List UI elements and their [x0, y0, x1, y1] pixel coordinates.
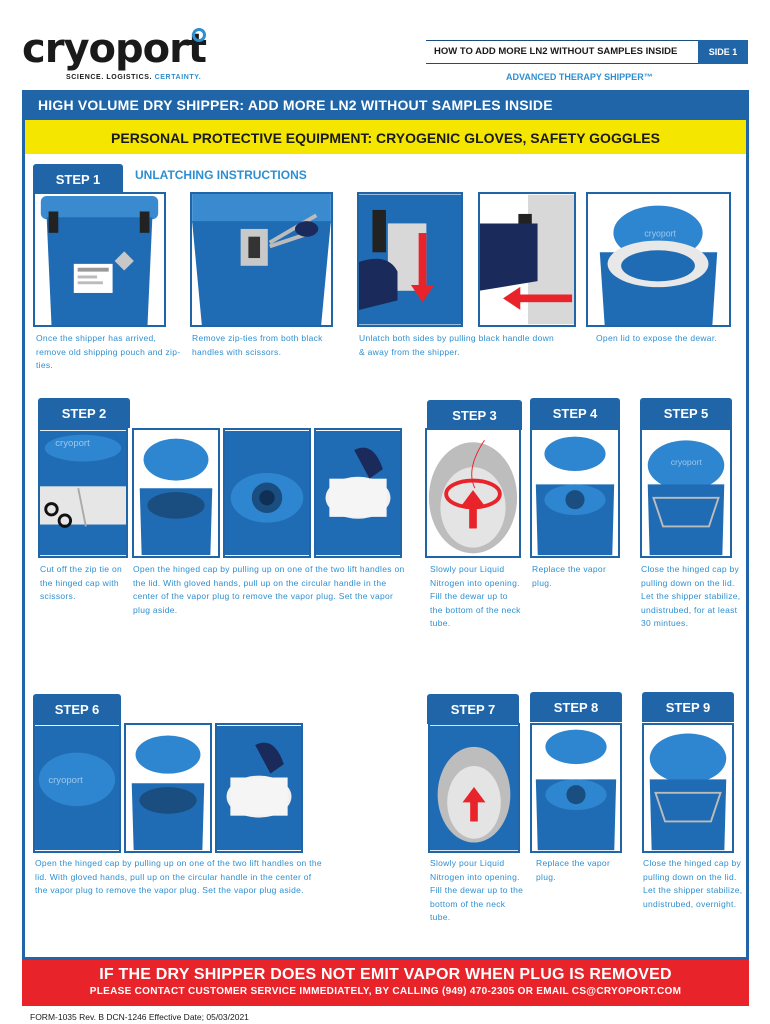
alert-contact: PLEASE CONTACT CUSTOMER SERVICE IMMEDIATELY, BY CALLING (949) 470-2305 OR EMAIL CS@CRYOPORT.COM — [89, 986, 682, 997]
step-1-photo-unlatch-away — [478, 192, 576, 327]
step-2-tab: STEP 2 — [38, 398, 130, 428]
logo-wordmark: cryoport — [22, 26, 206, 72]
step-2-photo-pull-plug — [223, 428, 311, 558]
step-5-tab: STEP 5 — [640, 398, 732, 428]
step-9-caption: Close the hinged cap by pulling down on the lid. Let the shipper stabilize, undistrubed, overnight. — [643, 858, 743, 909]
step-2-photo-cut-tie — [38, 428, 128, 558]
vapor-alert-banner — [22, 960, 749, 1006]
step-8-tab: STEP 8 — [530, 692, 622, 722]
unlatching-title: UNLATCHING INSTRUCTIONS — [135, 168, 307, 182]
step-6-tab: STEP 6 — [33, 694, 121, 724]
step-3-caption: Slowly pour Liquid Nitrogen into opening. Fill the dewar up to the bottom of the neck tube. — [430, 564, 521, 628]
step-1-tab: STEP 1 — [33, 164, 123, 194]
step-6-photo-lid — [33, 723, 121, 853]
step-2-photo-plug-aside — [314, 428, 402, 558]
step-7-photo-pour — [428, 723, 520, 853]
side-badge: SIDE 1 — [698, 40, 748, 64]
form-number: FORM-1035 Rev. B DCN-1246 Effective Date; 05/03/2021 — [30, 1012, 249, 1022]
step-2-lid-brand: cryoport — [55, 438, 90, 450]
step-6-photo-pull-plug — [215, 723, 303, 853]
step-3-tab: STEP 3 — [427, 400, 522, 430]
step-4-caption: Replace the vapor plug. — [532, 564, 607, 588]
step-2-caption-a: Cut off the zip tie on the hinged cap with scissors. — [40, 564, 123, 601]
logo-tagline — [66, 74, 201, 81]
step-1-lid-brand: cryoport — [644, 228, 676, 239]
step-1-caption-2: Remove zip-ties from both black handles with scissors. — [192, 333, 323, 357]
header-how-to: HOW TO ADD MORE LN2 WITHOUT SAMPLES INSIDE — [434, 46, 678, 57]
logo-dot-icon — [192, 28, 206, 42]
step-2-photo-open-cap — [132, 428, 220, 558]
logo-tagline-a: SCIENCE. LOGISTICS. — [66, 74, 153, 81]
step-1-caption-4: Open lid to expose the dewar. — [596, 333, 718, 343]
step-1-photo-shipper — [33, 192, 166, 327]
product-name: ADVANCED THERAPY SHIPPER™ — [506, 72, 653, 82]
step-9-tab: STEP 9 — [642, 692, 734, 722]
step-1-caption-3: Unlatch both sides by pulling black handle down & away from the shipper. — [359, 333, 555, 357]
step-4-photo-replace-plug — [530, 428, 620, 558]
step-5-photo-close-cap — [640, 428, 732, 558]
step-9-photo-close-cap — [642, 723, 734, 853]
step-6-lid-brand: cryoport — [48, 775, 83, 787]
step-7-caption: Slowly pour Liquid Nitrogen into opening. Fill the dewar up to the bottom of the neck tube. — [430, 858, 524, 922]
cryoport-logo — [22, 22, 206, 84]
step-1-photo-scissors — [190, 192, 333, 327]
page-title: HIGH VOLUME DRY SHIPPER: ADD MORE LN2 WITHOUT SAMPLES INSIDE — [22, 90, 749, 120]
step-4-tab: STEP 4 — [530, 398, 620, 428]
step-5-lid-brand: cryoport — [670, 457, 702, 468]
step-5-caption: Close the hinged cap by pulling down on the lid. Let the shipper stabilize, undistrubed, for at least 30 mintues. — [641, 564, 741, 628]
step-2-caption-b: Open the hinged cap by pulling up on one of the two lift handles on the lid. With gloved hands, pull up on the circular handle in the center of the vapor plug to remove the vapor plug. Set the vapor plug aside. — [133, 564, 405, 615]
step-6-caption: Open the hinged cap by pulling up on one of the two lift handles on the lid. With gloved hands, pull up on the circular handle in the center of the vapor plug to remove the vapor plug. Set the vapor plug aside. — [35, 858, 322, 895]
step-7-tab: STEP 7 — [427, 694, 519, 724]
step-1-photo-open-lid — [586, 192, 731, 327]
logo-tagline-b: CERTAINTY. — [154, 74, 202, 81]
step-6-photo-open-cap — [124, 723, 212, 853]
alert-headline: IF THE DRY SHIPPER DOES NOT EMIT VAPOR WHEN PLUG IS REMOVED — [99, 966, 672, 983]
ppe-banner: PERSONAL PROTECTIVE EQUIPMENT: CRYOGENIC GLOVES, SAFETY GOGGLES — [25, 120, 746, 154]
step-1-caption-1: Once the shipper has arrived, remove old shipping pouch and zip-ties. — [36, 333, 181, 370]
step-3-photo-pour — [425, 428, 521, 558]
step-8-photo-replace-plug — [530, 723, 622, 853]
step-8-caption: Replace the vapor plug. — [536, 858, 611, 882]
step-1-photo-unlatch-down — [357, 192, 463, 327]
